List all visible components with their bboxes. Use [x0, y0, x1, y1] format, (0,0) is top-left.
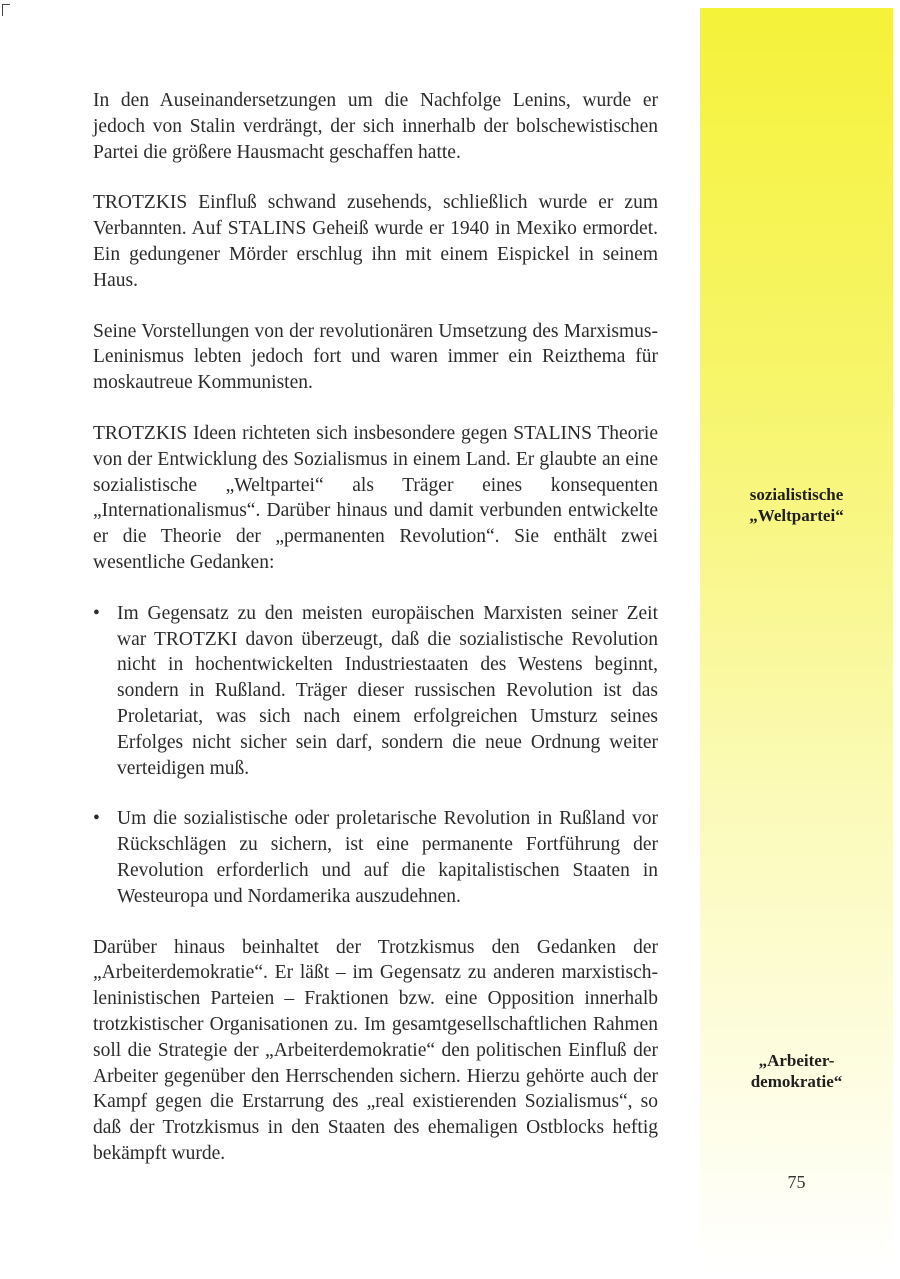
crop-mark — [2, 4, 10, 16]
list-item-text: Im Gegensatz zu den meisten europäischen Marxisten seiner Zeit war TROTZKI davon überzeugt, daß die sozialistische Revolution nicht in hochentwickelten Industriestaaten des Westens beginnt, sondern in Rußland. Träger dieser russischen Revolution ist das Proletariat, was sich nach einem erfolgreichen Umsturz seines Erfolges nicht sicher sein darf, sondern die neue Ordnung weiter verteidigen muß. — [117, 602, 658, 779]
paragraph-exile: TROTZKIS Einfluß schwand zusehends, schließlich wurde er zum Verbannten. Auf STALINS Geheiß wurde er 1940 in Mexiko ermordet. Ein gedungener Mörder erschlug ihn mit einem Eispickel in seinem Haus. — [93, 192, 658, 291]
paragraph-succession: In den Auseinandersetzungen um die Nachfolge Lenins, wurde er jedoch von Stalin verdrängt, der sich innerhalb der bolschewistischen Partei die größere Hausmacht geschaffen hatte. — [93, 90, 658, 163]
margin-note-line: sozialistische — [749, 485, 844, 504]
list-item — [93, 806, 658, 909]
margin-note-arbeiterdemokratie — [700, 1050, 893, 1092]
paragraph-legacy: Seine Vorstellungen von der revolutionären Umsetzung des Marxismus-Leninismus lebten jedoch fort und waren immer ein Reizthema für moskautreue Kommunisten. — [93, 320, 658, 394]
paragraph-ideas: TROTZKIS Ideen richteten sich insbesondere gegen STALINS Theorie von der Entwicklung des Sozialismus in einem Land. Er glaubte an eine sozialistische „Weltpartei“ als Träger eines konsequenten „Internationalismus“. Darüber hinaus und damit verbunden entwickelte er die Theorie der „permanenten Revolution“. Sie enthält zwei wesentliche Gedanken: — [93, 422, 658, 573]
margin-note-line: „Weltpartei“ — [749, 506, 844, 525]
list-item-text: Um die sozialistische oder proletarische Revolution in Rußland vor Rückschlägen zu sichern, ist eine permanente Fortführung der Revolution erforderlich und auf die kapitalistischen Staaten in Westeuropa und Nordamerika auszudehnen. — [117, 808, 658, 907]
margin-note-line: demokratie“ — [750, 1072, 843, 1091]
list-item — [93, 601, 658, 782]
page-number: 75 — [787, 1172, 806, 1192]
bullet-list — [93, 601, 658, 910]
bullet-icon: • — [93, 602, 100, 624]
margin-note-weltpartei — [700, 484, 893, 526]
bullet-icon: • — [93, 808, 100, 830]
main-text-column — [93, 88, 658, 1192]
margin-note-line: „Arbeiter- — [758, 1051, 835, 1070]
paragraph-workers-democracy: Darüber hinaus beinhaltet der Trotzkismus den Gedanken der „Arbeiterdemokratie“. Er läßt – im Gegensatz zu anderen marxistisch-leninistischen Parteien – Fraktionen bzw. eine Opposition innerhalb trotzkistischer Organisationen zu. Im gesamtgesellschaftlichen Rahmen soll die Strategie der „Arbeiterdemokratie“ den politischen Einfluß der Arbeiter gegenüber den Herrschenden sichern. Hierzu gehörte auch der Kampf gegen die Erstarrung des „real existierenden Sozialismus“, so daß der Trotzkismus in den Staaten des ehemaligen Ostblocks heftig bekämpft wurde. — [93, 936, 658, 1164]
